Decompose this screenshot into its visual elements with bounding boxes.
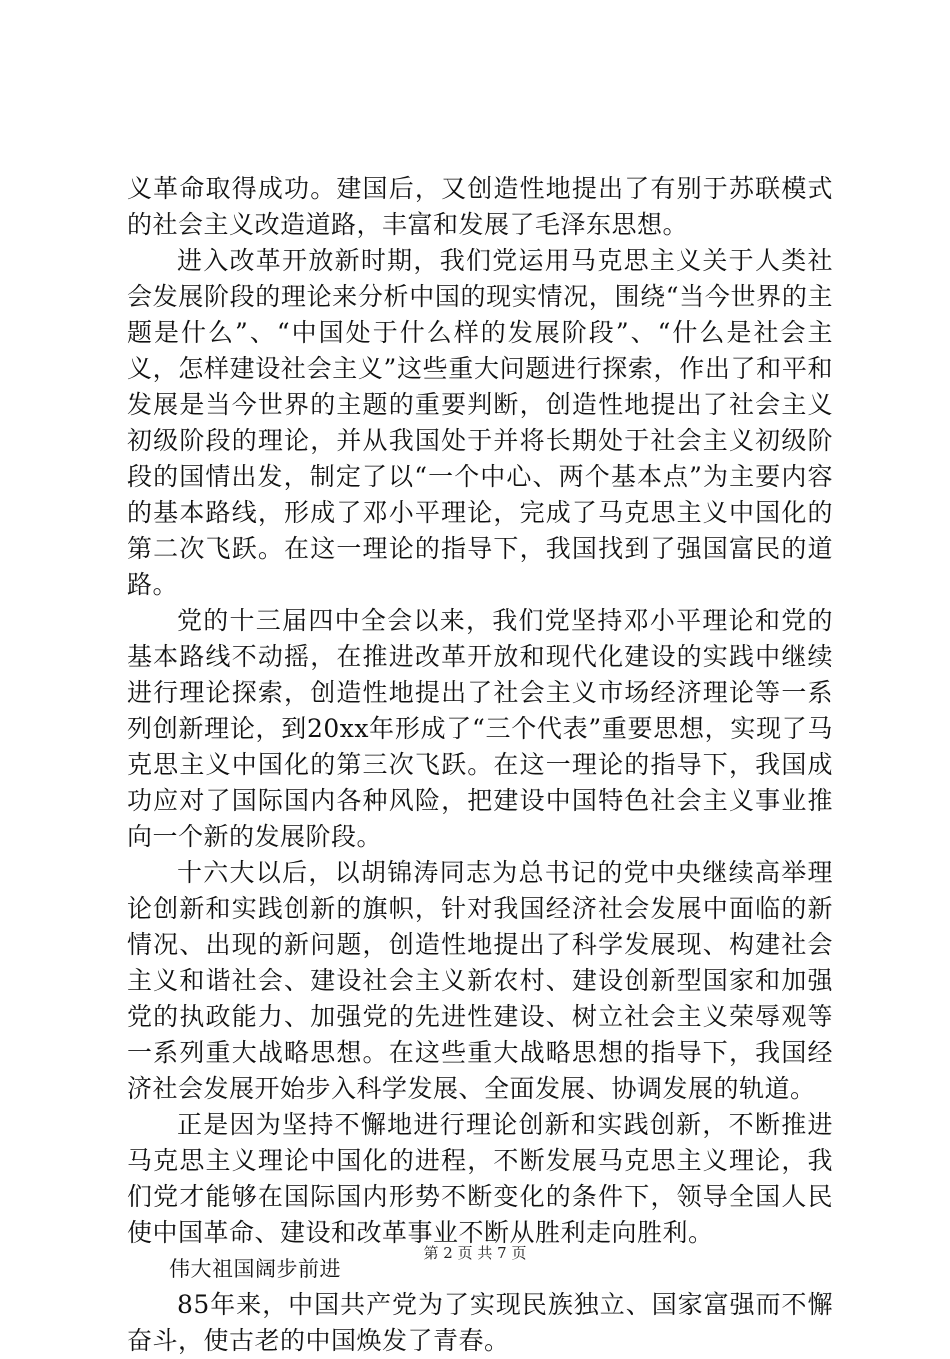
document-body (127, 171, 833, 1359)
paragraph-conclusion: 正是因为坚持不懈地进行理论创新和实践创新，不断推进马克思主义理论中国化的进程，不断发展马克思主义理论，我们党才能够在国际国内形势不断变化的条件下，领导全国人民使中国革命、建设和改革事业不断从胜利走向胜利。 (127, 1110, 833, 1247)
paragraph-fourth-plenum: 党的十三届四中全会以来，我们党坚持邓小平理论和党的基本路线不动摇，在推进改革开放和现代化建设的实践中继续进行理论探索，创造性地提出了社会主义市场经济理论等一系列创新理论，到20xx年形成了“三个代表”重要思想，实现了马克思主义中国化的第三次飞跃。在这一理论的指导下，我国成功应对了国际国内各种风险，把建设中国特色社会主义事业推向一个新的发展阶段。 (127, 606, 833, 851)
paragraph-continuation: 义革命取得成功。建国后，又创造性地提出了有别于苏联模式的社会主义改造道路，丰富和发展了毛泽东思想。 (127, 174, 833, 239)
page-number-footer: 第 2 页 共 7 页 (423, 1244, 527, 1262)
paragraph-sixteenth-congress: 十六大以后，以胡锦涛同志为总书记的党中央继续高举理论创新和实践创新的旗帜，针对我国经济社会发展中面临的新情况、出现的新问题，创造性地提出了科学发展现、构建社会主义和谐社会、建设社会主义新农村、建设创新型国家和加强党的执政能力、加强党的先进性建设、树立社会主义荣辱观等一系列重大战略思想。在这些重大战略思想的指导下，我国经济社会发展开始步入科学发展、全面发展、协调发展的轨道。 (127, 858, 833, 1103)
paragraph-reform-era: 进入改革开放新时期，我们党运用马克思主义关于人类社会发展阶段的理论来分析中国的现实情况，围绕“当今世界的主题是什么”、“中国处于什么样的发展阶段”、“什么是社会主义，怎样建设社会主义”这些重大问题进行探索，作出了和平和发展是当今世界的主题的重要判断，创造性地提出了社会主义初级阶段的理论，并从我国处于并将长期处于社会主义初级阶段的国情出发，制定了以“一个中心、两个基本点”为主要内容的基本路线，形成了邓小平理论，完成了马克思主义中国化的第二次飞跃。在这一理论的指导下，我国找到了强国富民的道路。 (127, 246, 833, 599)
section-heading: 伟大祖国阔步前进 (169, 1257, 341, 1281)
paragraph-85-years: 85年来，中国共产党为了实现民族独立、国家富强而不懈奋斗，使古老的中国焕发了青春。 (127, 1290, 833, 1355)
